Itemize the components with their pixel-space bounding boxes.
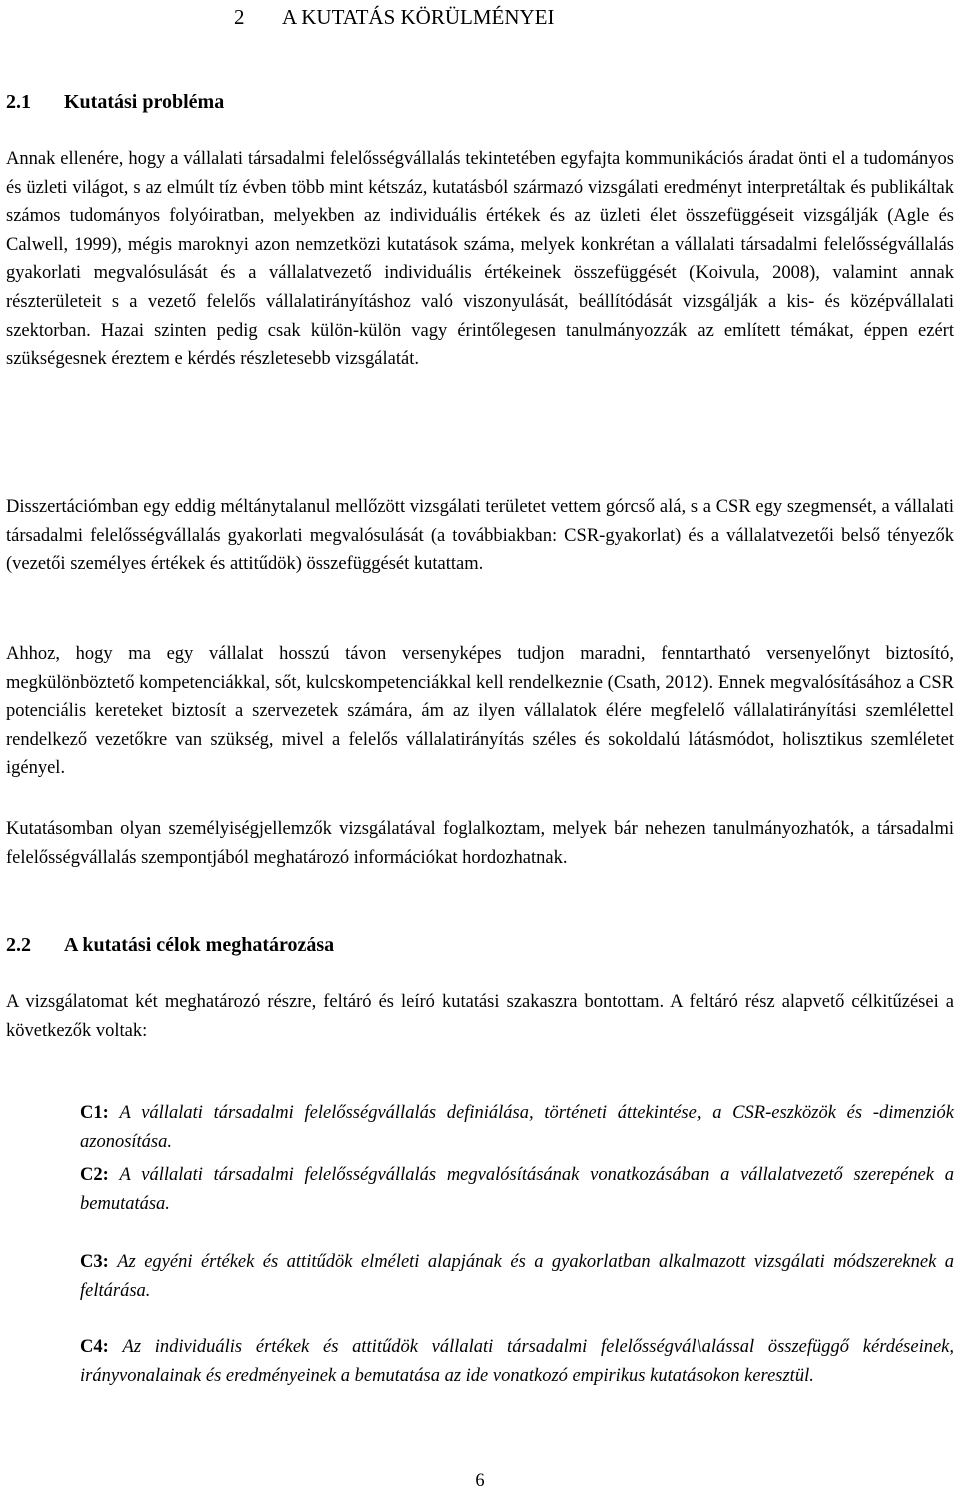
paragraph: Kutatásomban olyan személyiségjellemzők vizsgálatával foglalkoztam, melyek bár nehezen tanulmányozhatók, a társadalmi felelősségvállalás szempontjából meghatározó információkat hordozhatnak.	[6, 819, 954, 868]
section-number: 2.2	[6, 934, 31, 956]
section-title: A kutatási célok meghatározása	[64, 934, 335, 956]
section-number: 2.1	[6, 91, 31, 113]
goal-item	[80, 1099, 954, 1156]
paragraph: Ahhoz, hogy ma egy vállalat hosszú távon versenyképes tudjon maradni, fenntartható versenyelőnyt biztosító, megkülönböztető kompetenciákkal, sőt, kulcskompetenciákkal kell rendelkeznie (Csath, 2012). Ennek megvalósításához a CSR potenciális kereteket biztosít a szervezetek számára, ám az ilyen vállalatok élére megfelelő vállalatirányítási szemlélettel rendelkező vezetőkre van szükség, mivel a felelős vállalatirányítás széles és sokoldalú látásmódot, holisztikus szemléletet igényel.	[6, 644, 954, 779]
paragraph: Disszertációmban egy eddig méltánytalanul mellőzött vizsgálati területet vettem górcső alá, s a CSR egy szegmensét, a vállalati társadalmi felelősségvállalás gyakorlati megvalósulását (a továbbiakban: CSR-gyakorlat) és a vállalatvezetői belső tényezők (vezetői személyes értékek és attitűdök) összefüggését kutattam.	[6, 497, 954, 575]
section-heading	[6, 88, 224, 116]
chapter-title: A KUTATÁS KÖRÜLMÉNYEI	[282, 5, 555, 29]
chapter-heading	[234, 2, 554, 32]
paragraph: Annak ellenére, hogy a vállalati társadalmi felelősségvállalás tekintetében egyfajta kommunikációs áradat önti el a tudományos és üzleti világot, s az elmúlt tíz évben több mint kétszáz, kutatásból származó vizsgálati eredményt interpretáltak és publikáltak számos tudományos folyóiratban, melyekben az individuális értékek és az üzleti élet összefüggéseit vizsgálják (Agle és Calwell, 1999), mégis maroknyi azon nemzetközi kutatások száma, melyek konkrétan a vállalati társadalmi felelősségvállalás gyakorlati megvalósulását és a vállalatvezető individuális értékeinek összefüggését (Koivula, 2008), valamint annak részterületeit s a vezető felelős vállalatirányításhoz való viszonyulását, beállítódását vizsgálják a kis- és középvállalati szektorban. Hazai szinten pedig csak külön-külön vagy érintőlegesen tanulmányozzák az említett témákat, éppen ezért szükségesnek éreztem e kérdés részletesebb vizsgálatát.	[6, 149, 954, 370]
paragraph: A vizsgálatomat két meghatározó részre, feltáró és leíró kutatási szakaszra bontottam. A feltáró rész alapvető célkitűzései a következők voltak:	[6, 992, 954, 1041]
goal-code: C4:	[80, 1337, 109, 1357]
goal-item	[80, 1161, 954, 1218]
goal-text: Az individuális értékek és attitűdök vállalati társadalmi felelősségvál\alással összefüggő kérdéseinek, irányvonalainak és eredményeinek a bemutatása az ide vonatkozó empirikus kutatásokon keresztül.	[80, 1337, 955, 1386]
goal-code: C1:	[80, 1103, 109, 1123]
goal-text: A vállalati társadalmi felelősségvállalás definiálása, történeti áttekintése, a CSR-eszközök és -dimenziók azonosítása.	[80, 1103, 954, 1152]
section-heading	[6, 931, 334, 959]
goal-code: C3:	[80, 1252, 109, 1272]
chapter-number: 2	[234, 5, 245, 29]
goal-item	[80, 1333, 954, 1390]
section-title: Kutatási probléma	[64, 91, 225, 113]
goal-text: Az egyéni értékek és attitűdök elméleti alapjának és a gyakorlatban alkalmazott vizsgálati módszereknek a feltárása.	[80, 1252, 954, 1301]
goal-item	[80, 1248, 954, 1305]
page-number: 6	[475, 1471, 485, 1491]
goal-code: C2:	[80, 1165, 109, 1185]
goal-text: A vállalati társadalmi felelősségvállalás megvalósításának vonatkozásában a vállalatvezető szerepének a bemutatása.	[80, 1165, 955, 1214]
